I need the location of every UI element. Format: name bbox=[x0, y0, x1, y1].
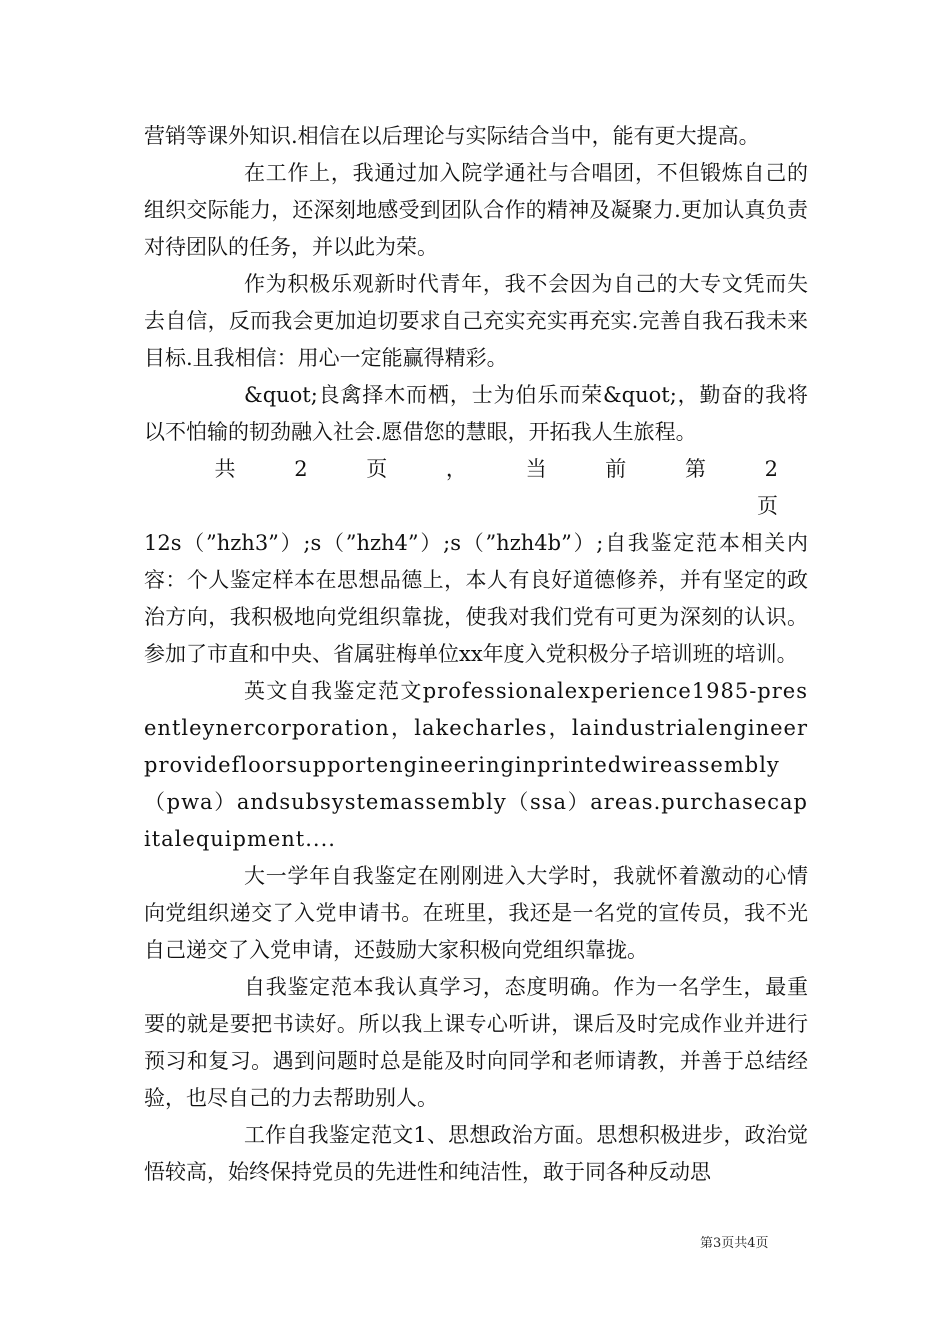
paragraph-4: &quot;良禽择木而栖，士为伯乐而荣&quot;，勤奋的我将以不怕输的韧劲融入社会.愿借您的慧眼，开拓我人生旅程。 bbox=[144, 383, 808, 444]
page-footer: 第3页共4页 bbox=[700, 1236, 769, 1251]
paragraph-2: 在工作上，我通过加入院学通社与合唱团，不但锻炼自己的组织交际能力，还深刻地感受到团队合作的精神及凝聚力.更加认真负责对待团队的任务，并以此为荣。 bbox=[144, 161, 808, 259]
paragraph-1: 营销等课外知识.相信在以后理论与实际结合当中，能有更大提高。 bbox=[144, 124, 760, 148]
paragraph-related: 12s（”hzh3”）;s（”hzh4”）;s（”hzh4b”）;自我鉴定范本相关内容：个人鉴定样本在思想品德上，本人有良好道德修养，并有坚定的政治方向，我积极地向党组织靠拢，使我对我们党有可更为深刻的认识。参加了市直和中央、省属驻梅单位xx年度入党积极分子培训班的培训。 bbox=[144, 531, 808, 666]
paragraph-freshman: 大一学年自我鉴定在刚刚进入大学时，我就怀着激动的心情向党组织递交了入党申请书。在班里，我还是一名党的宣传员，我不光自己递交了入党申请，还鼓励大家积极向党组织靠拢。 bbox=[144, 864, 808, 962]
paragraph-work: 工作自我鉴定范文1、思想政治方面。思想积极进步，政治觉悟较高，始终保持党员的先进性和纯洁性，敢于同各种反动思 bbox=[144, 1123, 808, 1184]
paragraph-study: 自我鉴定范本我认真学习，态度明确。作为一名学生，最重要的就是要把书读好。所以我上课专心听讲，课后及时完成作业并进行预习和复习。遇到问题时总是能及时向同学和老师请教，并善于总结经验，也尽自己的力去帮助别人。 bbox=[144, 975, 808, 1110]
page-count-line: 共 2 页 ， 当 前 第 2 页 bbox=[214, 457, 804, 518]
document-body bbox=[144, 118, 808, 1191]
paragraph-english: 英文自我鉴定范文professionalexperience1985-presentleynercorporation，lakecharles，laindustrialengineerprovidefloorsupportengineeringinprintedwireassembly（pwa）andsubsystemassembly（ssa）areas.purchasecapitalequipment.... bbox=[144, 679, 808, 851]
paragraph-3: 作为积极乐观新时代青年，我不会因为自己的大专文凭而失去自信，反而我会更加迫切要求自己充实充实再充实.完善自我石我未来目标.且我相信：用心一定能赢得精彩。 bbox=[144, 272, 808, 370]
